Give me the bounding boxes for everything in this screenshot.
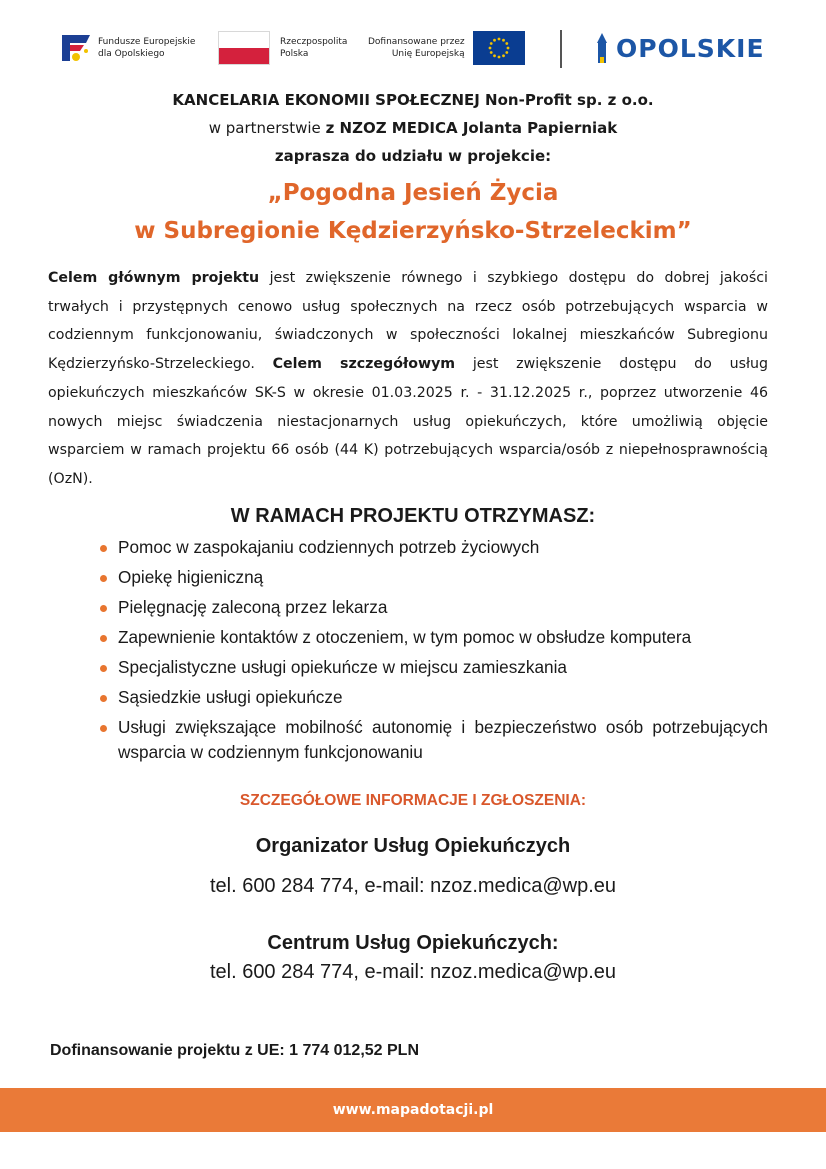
eu-logo-line1: Dofinansowane przez [368,37,465,47]
partnership-prefix: w partnerstwie [208,119,326,137]
eu-logo-line2: Unię Europejską [391,49,465,59]
fe-logo-line1: Fundusze Europejskie [98,37,196,47]
fundusze-europejskie-logo [60,22,195,74]
opolskie-logo [594,22,765,74]
polish-flag-icon [218,31,270,65]
partner-name: z NZOZ MEDICA Jolanta Papierniak [325,119,618,137]
benefit-item: Sąsiedzkie usługi opiekuńcze [100,685,768,710]
main-goal-text: jest zwiększenie równego i szybkiego dostępu do dobrej jakości trwałych i przystępnych cenowo usług społecznych na rzecz osób potrzebujących wsparcia w codziennym funkcjonowaniu, świadczonych w społeczności lokalnej mieszkańców Subregionu Kędzierzyńsko-Strzeleckiego. [48,270,768,373]
rp-logo-line2: Polska [280,49,309,59]
organizer-services-name: Organizator Usług Opiekuńczych [255,835,571,857]
info-heading: SZCZEGÓŁOWE INFORMACJE I ZGŁOSZENIA: [239,792,587,809]
organizer-header [0,86,826,170]
benefit-item: Zapewnienie kontaktów z otoczeniem, w tym pomoc w obsłudze komputera [100,625,768,650]
benefit-item: Pielęgnację zaleconą przez lekarza [100,595,768,620]
fundusze-europejskie-icon [60,31,94,65]
opolskie-tower-icon [594,31,610,65]
specific-goal-label: Celem szczegółowym [272,356,456,373]
funding-amount: Dofinansowanie projektu z UE: 1 774 012,52 PLN [50,1042,419,1059]
project-title-line2: w Subregionie Kędzierzyńsko-Strzeleckim” [134,218,692,244]
main-goal-label: Celem głównym projektu [48,270,260,286]
benefits-heading: W RAMACH PROJEKTU OTRZYMASZ: [230,505,596,527]
invitation-line: zaprasza do udziału w projekcie: [274,147,552,165]
opolskie-wordmark: OPOLSKIE [616,33,765,63]
footer-bar [0,1088,826,1132]
benefit-item: Usługi zwiększające mobilność autonomię i bezpieczeństwo osób potrzebujących wsparcia w codziennym funkcjonowaniu [100,715,768,765]
footer-url[interactable]: www.mapadotacji.pl [332,1102,494,1118]
benefits-list [100,535,768,770]
project-title-line1: „Pogodna Jesień Życia [267,180,559,206]
specific-goal-text: jest zwiększenie dostępu do usług opiekuńczych mieszkańców SK-S w okresie 01.03.2025 r. - 31.12.2025 r., poprzez utworzenie 46 nowych miejsc świadczenia niestacjonarnych usług opiekuńczych, które umożliwią objęcie wsparciem w ramach projektu 66 osób (44 K) potrzebujących wsparcia/osób z niepełnosprawnością (OzN). [48,356,768,487]
organizer-name: KANCELARIA EKONOMII SPOŁECZNEJ Non-Profit sp. z o.o. [172,91,654,109]
partnership-line [0,114,826,142]
benefit-item: Opiekę higieniczną [100,565,768,590]
eu-cofinanced-logo [368,22,525,74]
care-center-contact: tel. 600 284 774, e-mail: nzoz.medica@wp.eu [209,961,617,983]
project-description [48,264,768,494]
eu-flag-icon [473,31,525,65]
rp-logo-line1: Rzeczpospolita [280,37,348,47]
care-center-name: Centrum Usług Opiekuńczych: [267,932,559,954]
benefit-item: Pomoc w zaspokajaniu codziennych potrzeb życiowych [100,535,768,560]
organizer-services-contact: tel. 600 284 774, e-mail: nzoz.medica@wp.eu [209,875,617,897]
rzeczpospolita-logo [218,22,347,74]
project-title [0,174,826,250]
benefit-item: Specjalistyczne usługi opiekuńcze w miejscu zamieszkania [100,655,768,680]
logo-bar [60,22,770,74]
fe-logo-line2: dla Opolskiego [98,49,165,59]
logo-separator [560,30,562,68]
